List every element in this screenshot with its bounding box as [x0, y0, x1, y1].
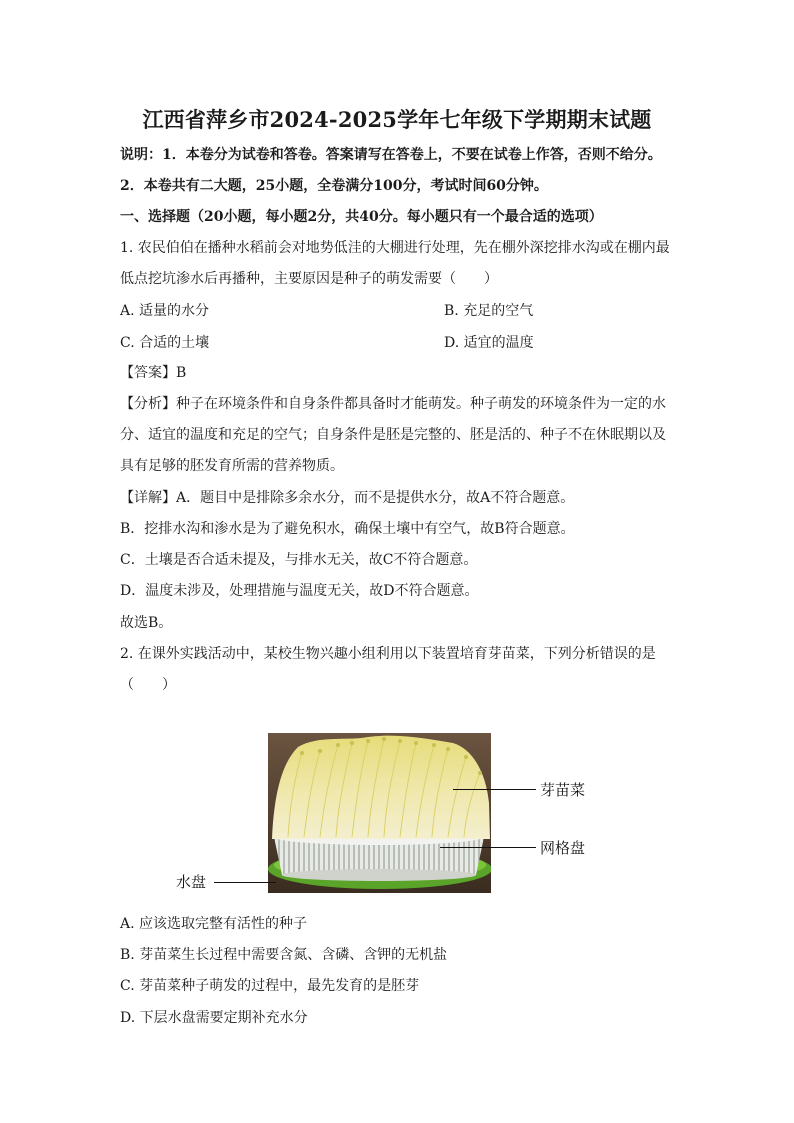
- q2-option-b: B. 芽苗菜生长过程中需要含氮、含磷、含钾的无机盐: [120, 947, 448, 963]
- q1-conclusion: 故选B。: [120, 615, 173, 631]
- q1-detail-b: B．挖排水沟和渗水是为了避免积水，确保土壤中有空气，故B符合题意。: [120, 521, 575, 537]
- q1-stem-line-1: 1. 农民伯伯在播种水稻前会对地势低洼的大棚进行处理，先在棚外深挖排水沟或在棚内最: [120, 240, 670, 256]
- q1-analysis-line-2: 分、适宜的温度和充足的空气；自身条件是胚是完整的、胚是活的、种子不在休眠期以及: [120, 427, 666, 443]
- q1-option-c: C. 合适的土壤: [120, 335, 210, 351]
- q1-stem-line-2: 低点挖坑渗水后再播种，主要原因是种子的萌发需要（ ）: [120, 271, 498, 287]
- q1-analysis-line-3: 具有足够的胚发育所需的营养物质。: [120, 458, 344, 474]
- q2-option-d: D. 下层水盘需要定期补充水分: [120, 1010, 308, 1026]
- q2-stem-line-1: 2. 在课外实践活动中，某校生物兴趣小组利用以下装置培育芽苗菜，下列分析错误的是: [120, 646, 656, 662]
- sprout-tray-illustration: [268, 733, 491, 893]
- q1-answer: 【答案】B: [120, 365, 187, 381]
- q1-detail-c: C．土壤是否合适未提及，与排水无关，故C不符合题意。: [120, 552, 478, 568]
- sprout-tray-photo: [268, 733, 491, 893]
- tray-leader-line: [440, 847, 536, 848]
- q1-analysis-line-1: 【分析】种子在环境条件和自身条件都具备时才能萌发。种子萌发的环境条件为一定的水: [120, 396, 666, 412]
- section-heading: 一、选择题（20小题，每小题2分，共40分。每小题只有一个最合适的选项）: [120, 209, 603, 225]
- basin-leader-line: [214, 882, 276, 883]
- sprouts-leader-line: [453, 789, 536, 790]
- instructions-line-1: 说明：1．本卷分为试卷和答卷。答案请写在答卷上，不要在试卷上作答，否则不给分。: [120, 147, 662, 163]
- q2-option-c: C. 芽苗菜种子萌发的过程中，最先发育的是胚芽: [120, 978, 420, 994]
- q1-option-a: A. 适量的水分: [120, 303, 210, 319]
- q1-detail-d: D．温度未涉及，处理措施与温度无关，故D不符合题意。: [120, 583, 479, 599]
- page-title: 江西省萍乡市2024-2025学年七年级下学期期末试题: [142, 107, 652, 132]
- q1-option-b: B. 充足的空气: [444, 303, 534, 319]
- q2-option-a: A. 应该选取完整有活性的种子: [120, 916, 308, 932]
- instructions-line-2: 2．本卷共有二大题，25小题，全卷满分100分，考试时间60分钟。: [120, 178, 548, 194]
- q2-stem-line-2: （ ）: [120, 677, 176, 693]
- label-sprouts: 芽苗菜: [540, 781, 586, 799]
- q1-option-d: D. 适宜的温度: [444, 335, 534, 351]
- q1-detail-a: 【详解】A．题目中是排除多余水分，而不是提供水分，故A不符合题意。: [120, 490, 575, 506]
- label-mesh-tray: 网格盘: [540, 839, 586, 857]
- label-water-basin: 水盘: [176, 873, 207, 891]
